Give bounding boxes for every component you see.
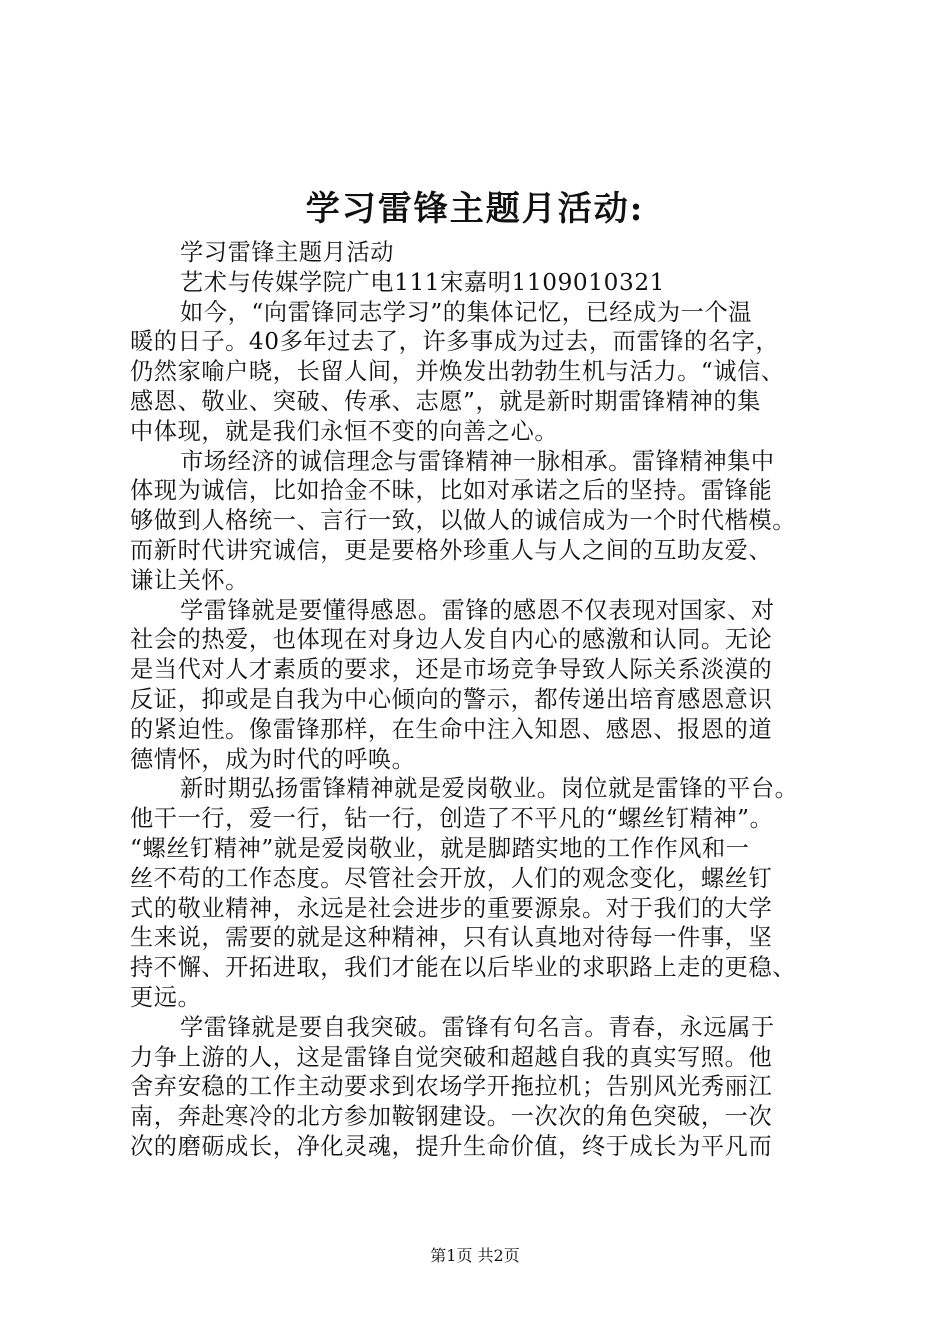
- text-line: 学雷锋就是要懂得感恩。雷锋的感恩不仅表现对国家、对: [180, 596, 775, 624]
- text-line: 够做到人格统一、言行一致，以做人的诚信成为一个时代楷模。: [130, 507, 797, 535]
- text-line: 丝不苟的工作态度。尽管社会开放，人们的观念变化，螺丝钉: [130, 864, 773, 892]
- page-title: 学习雷锋主题月活动:: [305, 189, 645, 229]
- text-line: 反证，抑或是自我为中心倾向的警示，都传递出培育感恩意识: [130, 685, 773, 713]
- text-line: 学习雷锋主题月活动: [180, 239, 395, 266]
- text-line: “螺丝钉精神”就是爱岗敬业，就是脚踏实地的工作作风和一: [130, 834, 750, 862]
- body-text: [130, 238, 852, 1162]
- text-line: 谦让关怀。: [130, 566, 249, 594]
- text-line: 体现为诚信，比如拾金不昧，比如对承诺之后的坚持。雷锋能: [130, 477, 773, 505]
- text-line: 南，奔赴寒冷的北方参加鞍钢建设。一次次的角色突破，一次: [130, 1103, 773, 1131]
- text-line: 生来说，需要的就是这种精神，只有认真地对待每一件事，坚: [130, 924, 773, 952]
- text-line: 而新时代讲究诚信，更是要格外珍重人与人之间的互助友爱、: [130, 536, 773, 564]
- page-footer: 第1页 共2页: [430, 1246, 520, 1265]
- text-line: 市场经济的诚信理念与雷锋精神一脉相承。雷锋精神集中: [180, 447, 775, 475]
- text-line: 的紧迫性。像雷锋那样，在生命中注入知恩、感恩、报恩的道: [130, 715, 773, 743]
- text-line: 新时期弘扬雷锋精神就是爱岗敬业。岗位就是雷锋的平台。: [180, 775, 799, 803]
- text-line: 更远。: [130, 983, 202, 1011]
- text-line: 社会的热爱，也体现在对身边人发自内心的感激和认同。无论: [130, 626, 773, 654]
- text-line: 他干一行，爱一行，钻一行，创造了不平凡的“螺丝钉精神”。: [130, 805, 774, 833]
- text-line: 中体现，就是我们永恒不变的向善之心。: [130, 417, 559, 445]
- text-line: 舍弃安稳的工作主动要求到农场学开拖拉机；告别风光秀丽江: [130, 1073, 773, 1101]
- text-line: 次的磨砺成长，净化灵魂，提升生命价值，终于成长为平凡而: [130, 1132, 773, 1160]
- text-line: 如今，“向雷锋同志学习”的集体记忆，已经成为一个温: [180, 298, 753, 326]
- text-line: 感恩、敬业、突破、传承、志愿”，就是新时期雷锋精神的集: [130, 387, 761, 415]
- text-line: 式的敬业精神，永远是社会进步的重要源泉。对于我们的大学: [130, 894, 773, 922]
- text-line: 暖的日子。40多年过去了，许多事成为过去，而雷锋的名字，: [130, 328, 780, 356]
- text-line: 力争上游的人，这是雷锋自觉突破和超越自我的真实写照。他: [130, 1043, 773, 1071]
- text-line: 学雷锋就是要自我突破。雷锋有句名言。青春，永远属于: [180, 1013, 775, 1041]
- text-line: 艺术与传媒学院广电111宋嘉明1109010321: [180, 268, 666, 296]
- text-line: 仍然家喻户晓，长留人间，并焕发出勃勃生机与活力。“诚信、: [130, 358, 785, 386]
- text-line: 持不懈、开拓进取，我们才能在以后毕业的求职路上走的更稳、: [130, 954, 797, 982]
- text-line: 德情怀，成为时代的呼唤。: [130, 745, 416, 773]
- text-line: 是当代对人才素质的要求，还是市场竞争导致人际关系淡漠的: [130, 656, 773, 684]
